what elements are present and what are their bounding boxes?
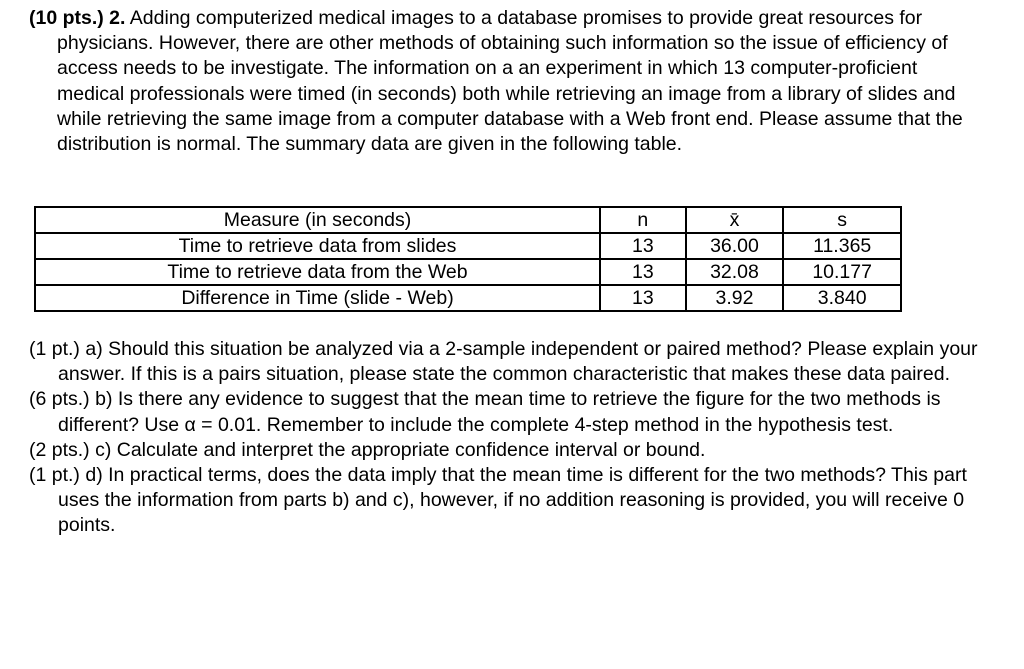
cell-s: 11.365 xyxy=(783,233,901,259)
cell-xbar: 32.08 xyxy=(686,259,784,285)
cell-measure: Time to retrieve data from slides xyxy=(35,233,600,259)
cell-s: 10.177 xyxy=(783,259,901,285)
table-row xyxy=(35,285,901,311)
question-a: (1 pt.) a) Should this situation be analyzed via a 2-sample independent or paired method? Please explain your answer. If this is a pairs situation, please state the common characteristic that makes these data paired. xyxy=(29,338,978,386)
problem-statement xyxy=(29,6,989,157)
question-d: (1 pt.) d) In practical terms, does the data imply that the mean time is different for the two methods? This part uses the information from parts b) and c), however, if no addition reasoning is provided, you will receive 0 points. xyxy=(29,464,967,537)
problem-text: Adding computerized medical images to a database promises to provide great resources for physicians. However, there are other methods of obtaining such information so the issue of efficiency of access needs to be investigate. The information on a an experiment in which 13 computer-proficient medical professionals were timed (in seconds) both while retrieving an image from a library of slides and while retrieving the same image from a computer database with a Web front end. Please assume that the distribution is normal. The summary data are given in the following table. xyxy=(57,7,963,156)
question-c: (2 pts.) c) Calculate and interpret the appropriate confidence interval or bound. xyxy=(29,438,706,461)
header-xbar: x̄ xyxy=(686,207,784,233)
cell-xbar: 36.00 xyxy=(686,233,784,259)
problem-paragraph xyxy=(29,6,989,157)
header-n: n xyxy=(600,207,686,233)
table-row xyxy=(35,233,901,259)
cell-s: 3.840 xyxy=(783,285,901,311)
cell-measure: Difference in Time (slide - Web) xyxy=(35,285,600,311)
table-row xyxy=(35,259,901,285)
header-measure: Measure (in seconds) xyxy=(35,207,600,233)
summary-table xyxy=(34,206,902,312)
problem-points: (10 pts.) 2. xyxy=(29,7,126,29)
cell-n: 13 xyxy=(600,285,686,311)
cell-n: 13 xyxy=(600,233,686,259)
cell-n: 13 xyxy=(600,259,686,285)
cell-xbar: 3.92 xyxy=(686,285,784,311)
question-list xyxy=(29,337,989,539)
table-header-row xyxy=(35,207,901,233)
cell-measure: Time to retrieve data from the Web xyxy=(35,259,600,285)
question-b: (6 pts.) b) Is there any evidence to suggest that the mean time to retrieve the figure for the two methods is different? Use α = 0.01. Remember to include the complete 4-step method in the hypothesis test. xyxy=(29,388,941,436)
header-s: s xyxy=(783,207,901,233)
